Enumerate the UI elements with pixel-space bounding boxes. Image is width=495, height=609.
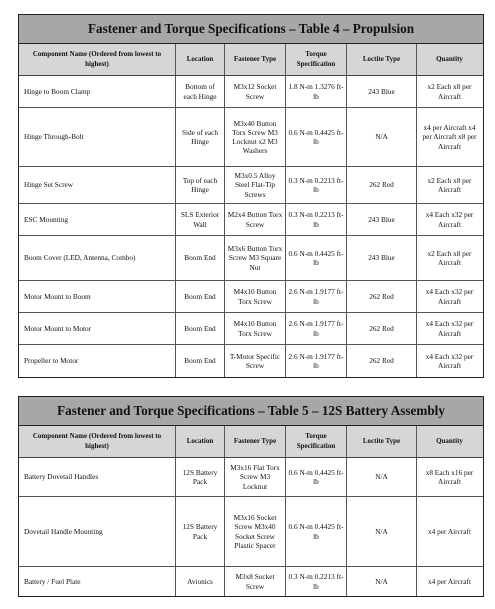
loctite-cell: N/A: [347, 458, 417, 496]
torque-cell: 0.6 N-m 0.4425 ft-lb: [286, 458, 347, 496]
loctite-cell: N/A: [347, 567, 417, 596]
quantity-cell: x4 per Aircraft x4 per Aircraft x8 per Aircraft: [422, 123, 477, 151]
table-row: [19, 345, 483, 377]
component-name-cell: ESC Mounting: [19, 204, 176, 235]
quantity-cell: x4 Each x32 per Aircraft: [425, 287, 474, 306]
component-name-cell: Battery / Fuel Plate: [19, 567, 176, 596]
header-location: Location: [176, 44, 225, 75]
table-4-propulsion: [18, 14, 484, 378]
loctite-cell: 262 Red: [347, 167, 417, 203]
torque-cell: 0.3 N-m 0.2213 ft-lb: [286, 567, 347, 596]
torque-cell: 2.6 N-m 1.9177 ft-lb: [286, 313, 347, 344]
table-row: [19, 497, 483, 567]
table-5-header-row: [19, 426, 483, 458]
table-row: [19, 313, 483, 345]
quantity-cell: x4 per Aircraft: [428, 526, 471, 536]
header-torque: Torque Specification: [286, 44, 347, 75]
loctite-cell: N/A: [347, 108, 417, 166]
fastener-type-cell: M4x10 Button Torx Screw: [225, 281, 286, 312]
table-row: [19, 567, 483, 596]
torque-cell: 0.6 N-m 0.4425 ft-lb: [286, 236, 347, 280]
location-cell: Boom End: [176, 236, 225, 280]
quantity-cell: x4 Each x32 per Aircraft: [425, 210, 474, 229]
table-row: [19, 458, 483, 497]
quantity-cell: x8 Each x16 per Aircraft: [425, 467, 474, 486]
header-location: Location: [176, 426, 225, 457]
fastener-type-cell: M3x40 Button Torx Screw M3 Locknut x2 M3 Washers: [225, 108, 286, 166]
torque-cell: 0.6 N-m 0.4425 ft-lb: [286, 497, 347, 566]
quantity-cell: x2 Each x8 per Aircraft: [427, 248, 472, 267]
header-loctite: Loctite Type: [347, 44, 417, 75]
fastener-type-cell: M3x6 Button Torx Screw M3 Square Nut: [225, 236, 286, 280]
header-torque: Torque Specification: [286, 426, 347, 457]
loctite-cell: 243 Blue: [347, 76, 417, 107]
quantity-cell: x4 Each x32 per Aircraft: [425, 351, 474, 370]
location-cell: Boom End: [176, 345, 225, 377]
table-5-title: Fastener and Torque Specifications – Table 5 – 12S Battery Assembly: [19, 397, 483, 426]
fastener-type-cell: M3x16 Flat Torx Screw M3 Locknut: [225, 458, 286, 496]
loctite-cell: 262 Red: [347, 313, 417, 344]
location-cell: SLS Exterior Wall: [176, 204, 225, 235]
component-name-cell: Battery Dovetail Handles: [19, 458, 176, 496]
fastener-type-cell: M2x4 Button Torx Screw: [225, 204, 286, 235]
component-name-cell: Motor Mount to Motor: [19, 313, 176, 344]
torque-cell: 0.3 N-m 0.2213 ft-lb: [286, 167, 347, 203]
fastener-type-cell: M3x16 Socket Screw M3x40 Socket Screw Plastic Spacer: [225, 497, 286, 566]
table-row: [19, 204, 483, 236]
location-cell: Boom End: [176, 281, 225, 312]
loctite-cell: N/A: [347, 497, 417, 566]
component-name-cell: Hinge Through-Bolt: [19, 108, 176, 166]
fastener-type-cell: M4x10 Button Torx Screw: [225, 313, 286, 344]
quantity-cell: x2 Each x8 per Aircraft: [427, 175, 472, 194]
location-cell: Side of each Hinge: [176, 108, 225, 166]
loctite-cell: 243 Blue: [347, 236, 417, 280]
location-cell: 12S Battery Pack: [176, 458, 225, 496]
fastener-type-cell: T-Motor Specific Screw: [225, 345, 286, 377]
table-5-battery-assembly: [18, 396, 484, 597]
component-name-cell: Dovetail Handle Mounting: [19, 497, 176, 566]
torque-cell: 0.6 N-m 0.4425 ft-lb: [286, 108, 347, 166]
component-name-cell: Hinge Set Screw: [19, 167, 176, 203]
header-loctite: Loctite Type: [347, 426, 417, 457]
table-4-title: Fastener and Torque Specifications – Table 4 – Propulsion: [19, 15, 483, 44]
quantity-cell: x4 Each x32 per Aircraft: [425, 319, 474, 338]
component-name-cell: Motor Mount to Boom: [19, 281, 176, 312]
torque-cell: 1.8 N-m 1.3276 ft-lb: [286, 76, 347, 107]
torque-cell: 2.6 N-m 1.9177 ft-lb: [286, 345, 347, 377]
table-row: [19, 108, 483, 167]
header-component-name: Component Name (Ordered from lowest to highest): [19, 426, 176, 457]
location-cell: 12S Battery Pack: [176, 497, 225, 566]
quantity-cell: x4 per Aircraft: [428, 576, 471, 586]
loctite-cell: 262 Red: [347, 345, 417, 377]
header-component-name: Component Name (Ordered from lowest to highest): [19, 44, 176, 75]
component-name-cell: Hinge to Boom Clamp: [19, 76, 176, 107]
loctite-cell: 262 Red: [347, 281, 417, 312]
header-fastener-type: Fastener Type: [225, 426, 286, 457]
component-name-cell: Boom Cover (LED, Antenna, Combo): [19, 236, 176, 280]
location-cell: Boom End: [176, 313, 225, 344]
component-name-cell: Propeller to Motor: [19, 345, 176, 377]
location-cell: Top of each Hinge: [176, 167, 225, 203]
table-4-header-row: [19, 44, 483, 76]
fastener-type-cell: M3x0.5 Alloy Steel Flat-Tip Screws: [225, 167, 286, 203]
location-cell: Avionics: [176, 567, 225, 596]
header-quantity: Quantity: [436, 54, 463, 63]
location-cell: Bottom of each Hinge: [176, 76, 225, 107]
loctite-cell: 243 Blue: [347, 204, 417, 235]
torque-cell: 0.3 N-m 0.2213 ft-lb: [286, 204, 347, 235]
table-row: [19, 167, 483, 204]
table-row: [19, 281, 483, 313]
table-row: [19, 76, 483, 108]
table-row: [19, 236, 483, 281]
header-fastener-type: Fastener Type: [225, 44, 286, 75]
fastener-type-cell: M3x8 Socket Screw: [225, 567, 286, 596]
header-quantity: Quantity: [436, 436, 463, 445]
torque-cell: 2.6 N-m 1.9177 ft-lb: [286, 281, 347, 312]
quantity-cell: x2 Each x8 per Aircraft: [427, 82, 472, 101]
fastener-type-cell: M3x12 Socket Screw: [225, 76, 286, 107]
